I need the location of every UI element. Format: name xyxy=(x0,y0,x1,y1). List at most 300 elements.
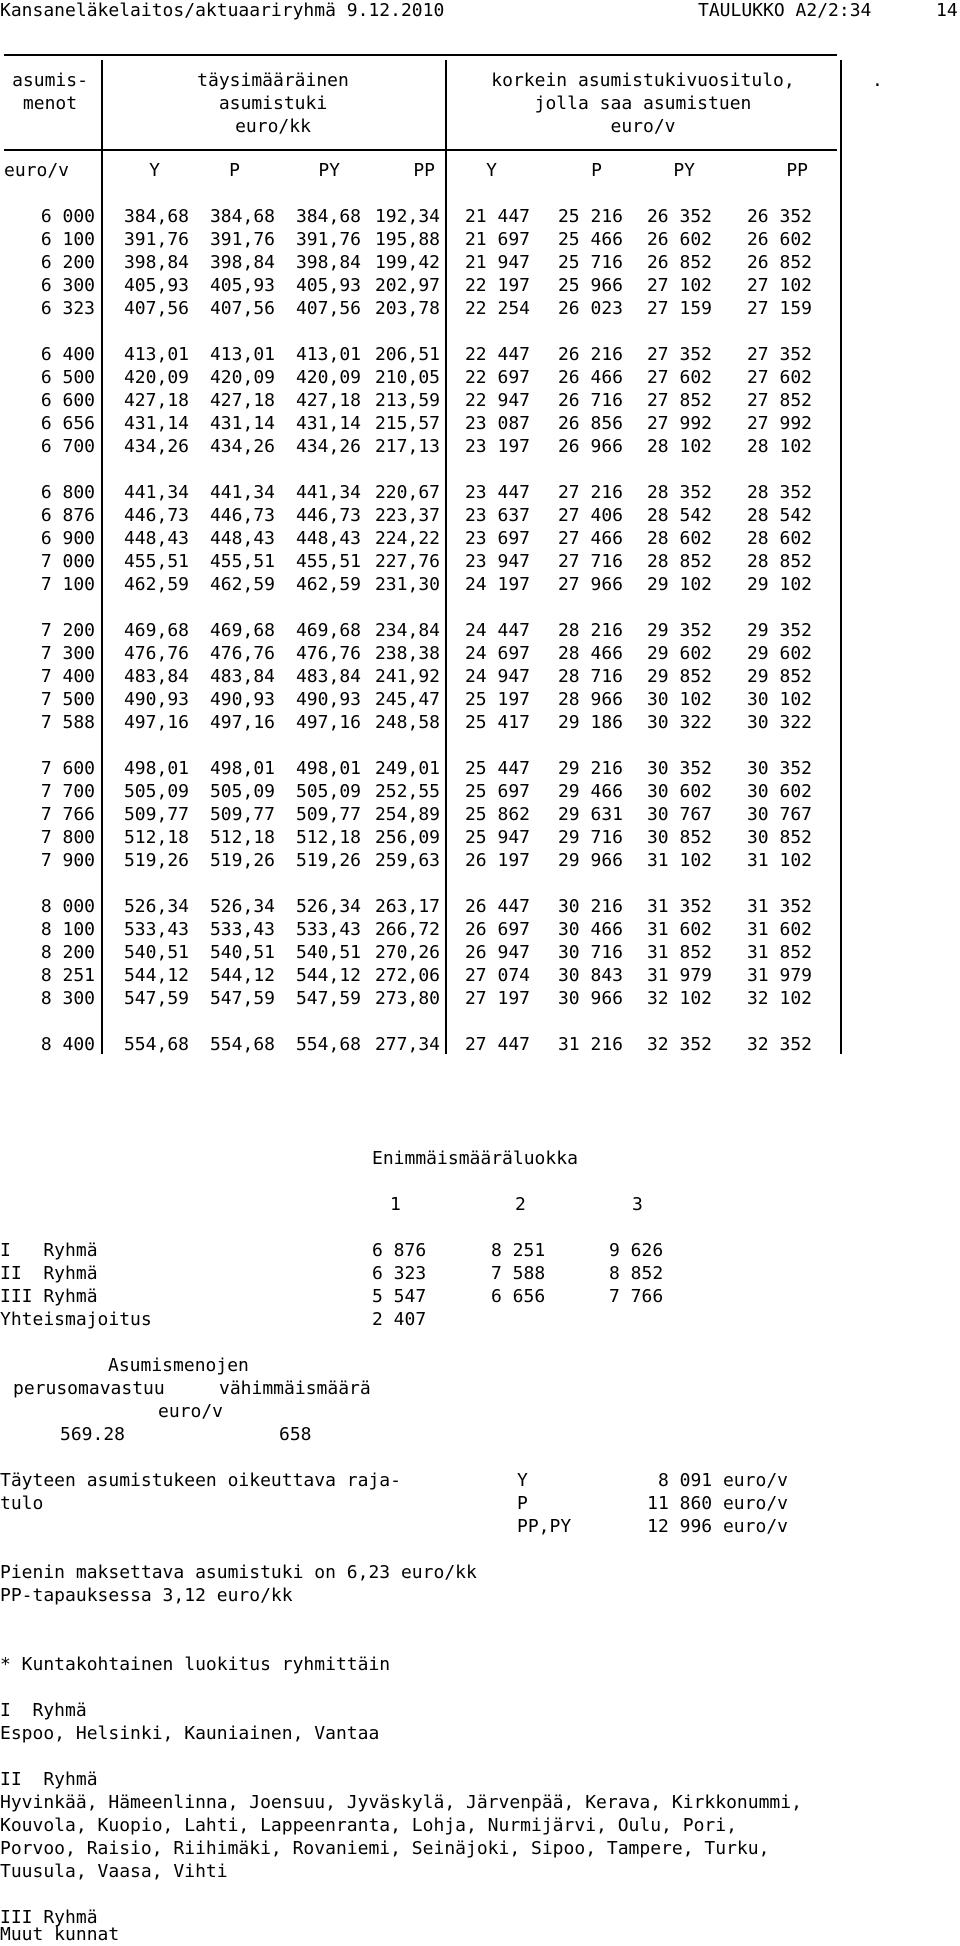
classification-title: * Kuntakohtainen luokitus ryhmittäin xyxy=(0,1654,391,1675)
table-cell: 533,43 xyxy=(209,919,275,940)
max-class-value: 6 876 xyxy=(372,1240,427,1261)
table-cell: 254,89 xyxy=(374,804,440,825)
table-cell: 25 417 xyxy=(464,712,530,733)
table-cell: 31 602 xyxy=(746,919,812,940)
row-housing-cost: 6 600 xyxy=(40,390,95,411)
table-cell: 259,63 xyxy=(374,850,440,871)
row-housing-cost: 7 800 xyxy=(40,827,95,848)
table-cell: 30 466 xyxy=(557,919,623,940)
income-limits-text-1: Täyteen asumistukeen oikeuttava raja- xyxy=(0,1470,401,1491)
table-cell: 441,34 xyxy=(209,482,275,503)
table-cell: 30 216 xyxy=(557,896,623,917)
table-cell: 28 466 xyxy=(557,643,623,664)
table-cell: 234,84 xyxy=(374,620,440,641)
group2-header-line2: jolla saa asumistuen xyxy=(534,93,752,114)
table-cell: 31 352 xyxy=(746,896,812,917)
table-cell: 455,51 xyxy=(123,551,189,572)
table-cell: 27 992 xyxy=(646,413,712,434)
row-housing-cost: 7 700 xyxy=(40,781,95,802)
table-cell: 519,26 xyxy=(209,850,275,871)
table-cell: 248,58 xyxy=(374,712,440,733)
subheader-y: Y xyxy=(149,160,160,181)
max-class-value: 6 656 xyxy=(491,1286,546,1307)
table-cell: 220,67 xyxy=(374,482,440,503)
row-housing-cost: 8 100 xyxy=(40,919,95,940)
income-limit-value: 12 996 euro/v xyxy=(647,1516,788,1537)
row-housing-cost: 6 900 xyxy=(40,528,95,549)
table-cell: 245,47 xyxy=(374,689,440,710)
row-housing-cost: 6 656 xyxy=(40,413,95,434)
table-cell: 29 852 xyxy=(746,666,812,687)
table-cell: 398,84 xyxy=(123,252,189,273)
table-cell: 497,16 xyxy=(123,712,189,733)
subheader-pp: PP xyxy=(786,160,808,181)
table-cell: 30 767 xyxy=(746,804,812,825)
table-cell: 30 966 xyxy=(557,988,623,1009)
table-cell: 29 716 xyxy=(557,827,623,848)
table-cell: 26 216 xyxy=(557,344,623,365)
table-top-rule xyxy=(4,54,837,56)
table-cell: 490,93 xyxy=(209,689,275,710)
table-cell: 24 697 xyxy=(464,643,530,664)
table-cell: 26 602 xyxy=(646,229,712,250)
table-cell: 27 102 xyxy=(646,275,712,296)
table-cell: 540,51 xyxy=(123,942,189,963)
table-cell: 29 216 xyxy=(557,758,623,779)
group-label: II Ryhmä xyxy=(0,1769,98,1790)
group-line: Tuusula, Vaasa, Vihti xyxy=(0,1861,228,1882)
table-cell: 29 602 xyxy=(746,643,812,664)
deductible-unit: euro/v xyxy=(158,1401,224,1422)
max-class-value: 8 251 xyxy=(491,1240,546,1261)
table-cell: 554,68 xyxy=(295,1034,361,1055)
table-cell: 28 352 xyxy=(646,482,712,503)
table-cell: 26 447 xyxy=(464,896,530,917)
min-benefit-line-2: PP-tapauksessa 3,12 euro/kk xyxy=(0,1585,293,1606)
table-cell: 31 216 xyxy=(557,1034,623,1055)
unit-label: euro/v xyxy=(4,160,70,181)
table-cell: 32 102 xyxy=(646,988,712,1009)
table-cell: 30 102 xyxy=(746,689,812,710)
income-limits-text-2: tulo xyxy=(0,1493,44,1514)
table-cell: 28 542 xyxy=(746,505,812,526)
table-cell: 407,56 xyxy=(295,298,361,319)
group-label: III Ryhmä xyxy=(0,1907,98,1928)
row-housing-cost: 7 500 xyxy=(40,689,95,710)
row-housing-cost: 7 588 xyxy=(40,712,95,733)
table-cell: 498,01 xyxy=(123,758,189,779)
income-limit-label: PP,PY xyxy=(517,1516,572,1537)
table-cell: 23 447 xyxy=(464,482,530,503)
table-cell: 405,93 xyxy=(295,275,361,296)
table-cell: 434,26 xyxy=(295,436,361,457)
table-cell: 455,51 xyxy=(295,551,361,572)
table-cell: 533,43 xyxy=(295,919,361,940)
table-cell: 28 216 xyxy=(557,620,623,641)
table-cell: 427,18 xyxy=(295,390,361,411)
table-cell: 224,22 xyxy=(374,528,440,549)
table-cell: 384,68 xyxy=(209,206,275,227)
table-cell: 405,93 xyxy=(123,275,189,296)
row-housing-cost: 7 400 xyxy=(40,666,95,687)
table-cell: 27 852 xyxy=(746,390,812,411)
table-cell: 24 447 xyxy=(464,620,530,641)
income-limit-value: 8 091 euro/v xyxy=(657,1470,788,1491)
row-housing-cost: 6 000 xyxy=(40,206,95,227)
table-cell: 26 466 xyxy=(557,367,623,388)
table-cell: 384,68 xyxy=(295,206,361,227)
table-cell: 413,01 xyxy=(295,344,361,365)
max-class-value: 5 547 xyxy=(372,1286,427,1307)
table-cell: 27 352 xyxy=(646,344,712,365)
row-housing-cost: 6 876 xyxy=(40,505,95,526)
table-cell: 490,93 xyxy=(123,689,189,710)
table-cell: 469,68 xyxy=(209,620,275,641)
group-line: Muut kunnat xyxy=(0,1924,120,1945)
row-housing-cost: 7 766 xyxy=(40,804,95,825)
table-cell: 413,01 xyxy=(209,344,275,365)
table-cell: 252,55 xyxy=(374,781,440,802)
table-cell: 199,42 xyxy=(374,252,440,273)
table-cell: 227,76 xyxy=(374,551,440,572)
table-cell: 27 074 xyxy=(464,965,530,986)
table-cell: 249,01 xyxy=(374,758,440,779)
table-cell: 30 852 xyxy=(646,827,712,848)
row-housing-cost: 8 000 xyxy=(40,896,95,917)
table-cell: 544,12 xyxy=(123,965,189,986)
table-cell: 498,01 xyxy=(295,758,361,779)
table-cell: 31 102 xyxy=(746,850,812,871)
table-cell: 434,26 xyxy=(123,436,189,457)
col1-header-line2: menot xyxy=(22,93,78,114)
table-cell: 192,34 xyxy=(374,206,440,227)
table-cell: 25 966 xyxy=(557,275,623,296)
table-cell: 547,59 xyxy=(295,988,361,1009)
subheader-py: PY xyxy=(673,160,695,181)
table-cell: 28 102 xyxy=(646,436,712,457)
table-cell: 25 716 xyxy=(557,252,623,273)
table-cell: 21 447 xyxy=(464,206,530,227)
table-cell: 26 023 xyxy=(557,298,623,319)
row-housing-cost: 8 200 xyxy=(40,942,95,963)
table-cell: 21 697 xyxy=(464,229,530,250)
table-cell: 31 102 xyxy=(646,850,712,871)
table-cell: 431,14 xyxy=(295,413,361,434)
table-cell: 32 352 xyxy=(646,1034,712,1055)
table-cell: 455,51 xyxy=(209,551,275,572)
deductible-heading: Asumismenojen xyxy=(108,1355,249,1376)
row-housing-cost: 7 600 xyxy=(40,758,95,779)
table-cell: 512,18 xyxy=(295,827,361,848)
table-cell: 32 102 xyxy=(746,988,812,1009)
table-cell: 29 102 xyxy=(746,574,812,595)
table-cell: 526,34 xyxy=(123,896,189,917)
table-cell: 273,80 xyxy=(374,988,440,1009)
table-cell: 497,16 xyxy=(209,712,275,733)
table-cell: 31 852 xyxy=(746,942,812,963)
table-cell: 30 767 xyxy=(646,804,712,825)
table-cell: 238,38 xyxy=(374,643,440,664)
table-cell: 407,56 xyxy=(123,298,189,319)
table-cell: 29 852 xyxy=(646,666,712,687)
row-housing-cost: 6 323 xyxy=(40,298,95,319)
table-cell: 263,17 xyxy=(374,896,440,917)
table-cell: 446,73 xyxy=(295,505,361,526)
table-cell: 30 716 xyxy=(557,942,623,963)
table-cell: 28 352 xyxy=(746,482,812,503)
table-cell: 469,68 xyxy=(123,620,189,641)
group1-header-line3: euro/kk xyxy=(235,116,311,137)
table-cell: 497,16 xyxy=(295,712,361,733)
group-label: I Ryhmä xyxy=(0,1700,87,1721)
table-cell: 29 186 xyxy=(557,712,623,733)
table-cell: 27 159 xyxy=(746,298,812,319)
table-cell: 476,76 xyxy=(209,643,275,664)
table-cell: 441,34 xyxy=(295,482,361,503)
table-cell: 30 602 xyxy=(646,781,712,802)
table-cell: 195,88 xyxy=(374,229,440,250)
group-line: Porvoo, Raisio, Riihimäki, Rovaniemi, Seinäjoki, Sipoo, Tampere, Turku, xyxy=(0,1838,770,1859)
table-cell: 398,84 xyxy=(209,252,275,273)
max-class-value: 8 852 xyxy=(609,1263,664,1284)
table-cell: 25 447 xyxy=(464,758,530,779)
row-housing-cost: 7 300 xyxy=(40,643,95,664)
table-cell: 30 852 xyxy=(746,827,812,848)
table-cell: 215,57 xyxy=(374,413,440,434)
table-cell: 272,06 xyxy=(374,965,440,986)
table-cell: 498,01 xyxy=(209,758,275,779)
table-cell: 27 602 xyxy=(646,367,712,388)
table-cell: 25 466 xyxy=(557,229,623,250)
table-cell: 23 697 xyxy=(464,528,530,549)
table-cell: 509,77 xyxy=(295,804,361,825)
max-class-2: 2 xyxy=(515,1194,526,1215)
max-class-row-label: Yhteismajoitus xyxy=(0,1309,152,1330)
table-cell: 22 447 xyxy=(464,344,530,365)
table-cell: 420,09 xyxy=(123,367,189,388)
table-cell: 27 447 xyxy=(464,1034,530,1055)
group2-header-line1: korkein asumistukivuositulo, xyxy=(491,70,795,91)
deductible-col2-label: vähimmäismäärä xyxy=(219,1378,371,1399)
table-cell: 384,68 xyxy=(123,206,189,227)
table-cell: 427,18 xyxy=(209,390,275,411)
subheader-py: PY xyxy=(318,160,340,181)
table-cell: 27 602 xyxy=(746,367,812,388)
max-class-value: 6 323 xyxy=(372,1263,427,1284)
table-cell: 483,84 xyxy=(209,666,275,687)
table-cell: 31 602 xyxy=(646,919,712,940)
row-housing-cost: 7 100 xyxy=(40,574,95,595)
table-cell: 30 843 xyxy=(557,965,623,986)
table-cell: 519,26 xyxy=(123,850,189,871)
table-cell: 462,59 xyxy=(209,574,275,595)
table-cell: 27 466 xyxy=(557,528,623,549)
deductible-col1-label: perusomavastuu xyxy=(13,1378,165,1399)
table-cell: 23 087 xyxy=(464,413,530,434)
table-cell: 24 947 xyxy=(464,666,530,687)
table-cell: 30 352 xyxy=(646,758,712,779)
table-cell: 23 947 xyxy=(464,551,530,572)
table-cell: 203,78 xyxy=(374,298,440,319)
row-housing-cost: 7 000 xyxy=(40,551,95,572)
group1-header-line2: asumistuki xyxy=(218,93,328,114)
max-class-value: 7 766 xyxy=(609,1286,664,1307)
table-cell: 22 197 xyxy=(464,275,530,296)
table-cell: 30 352 xyxy=(746,758,812,779)
table-cell: 27 406 xyxy=(557,505,623,526)
table-cell: 509,77 xyxy=(209,804,275,825)
table-cell: 398,84 xyxy=(295,252,361,273)
max-class-row-label: I Ryhmä xyxy=(0,1240,98,1261)
table-cell: 31 979 xyxy=(646,965,712,986)
group2-header-line3: euro/v xyxy=(610,116,676,137)
table-cell: 462,59 xyxy=(123,574,189,595)
group-line: Kouvola, Kuopio, Lahti, Lappeenranta, Lohja, Nurmijärvi, Oulu, Pori, xyxy=(0,1815,737,1836)
table-cell: 29 352 xyxy=(746,620,812,641)
header-table-id: TAULUKKO A2/2:34 xyxy=(698,0,872,21)
table-cell: 544,12 xyxy=(295,965,361,986)
max-class-row-label: III Ryhmä xyxy=(0,1286,98,1307)
table-cell: 554,68 xyxy=(209,1034,275,1055)
table-cell: 26 852 xyxy=(646,252,712,273)
table-cell: 26 716 xyxy=(557,390,623,411)
table-cell: 547,59 xyxy=(209,988,275,1009)
table-cell: 241,92 xyxy=(374,666,440,687)
deductible-value-2: 658 xyxy=(279,1424,312,1445)
table-cell: 27 716 xyxy=(557,551,623,572)
table-cell: 29 602 xyxy=(646,643,712,664)
table-cell: 30 602 xyxy=(746,781,812,802)
table-cell: 24 197 xyxy=(464,574,530,595)
table-cell: 476,76 xyxy=(123,643,189,664)
table-cell: 505,09 xyxy=(209,781,275,802)
table-cell: 533,43 xyxy=(123,919,189,940)
max-class-title: Enimmäismääräluokka xyxy=(372,1148,578,1169)
table-cell: 31 979 xyxy=(746,965,812,986)
table-cell: 30 322 xyxy=(746,712,812,733)
table-cell: 28 102 xyxy=(746,436,812,457)
table-cell: 28 852 xyxy=(646,551,712,572)
table-cell: 32 352 xyxy=(746,1034,812,1055)
row-housing-cost: 6 700 xyxy=(40,436,95,457)
table-cell: 512,18 xyxy=(123,827,189,848)
max-class-3: 3 xyxy=(632,1194,643,1215)
table-cell: 27 852 xyxy=(646,390,712,411)
table-cell: 25 947 xyxy=(464,827,530,848)
row-housing-cost: 6 300 xyxy=(40,275,95,296)
table-cell: 21 947 xyxy=(464,252,530,273)
table-cell: 391,76 xyxy=(209,229,275,250)
table-cell: 26 352 xyxy=(746,206,812,227)
table-cell: 23 637 xyxy=(464,505,530,526)
table-cell: 26 856 xyxy=(557,413,623,434)
deductible-value-1: 569.28 xyxy=(60,1424,126,1445)
table-cell: 223,37 xyxy=(374,505,440,526)
table-cell: 547,59 xyxy=(123,988,189,1009)
table-cell: 29 966 xyxy=(557,850,623,871)
group-line: Espoo, Helsinki, Kauniainen, Vantaa xyxy=(0,1723,380,1744)
table-cell: 23 197 xyxy=(464,436,530,457)
table-cell: 420,09 xyxy=(295,367,361,388)
subheader-p: P xyxy=(591,160,602,181)
table-cell: 217,13 xyxy=(374,436,440,457)
subheader-y: Y xyxy=(486,160,497,181)
table-cell: 554,68 xyxy=(123,1034,189,1055)
table-cell: 509,77 xyxy=(123,804,189,825)
table-cell: 25 862 xyxy=(464,804,530,825)
table-cell: 431,14 xyxy=(209,413,275,434)
subheader-pp: PP xyxy=(413,160,435,181)
table-cell: 213,59 xyxy=(374,390,440,411)
table-cell: 441,34 xyxy=(123,482,189,503)
table-cell: 29 102 xyxy=(646,574,712,595)
table-cell: 26 947 xyxy=(464,942,530,963)
table-cell: 25 197 xyxy=(464,689,530,710)
table-cell: 27 966 xyxy=(557,574,623,595)
max-class-row-label: II Ryhmä xyxy=(0,1263,98,1284)
table-cell: 469,68 xyxy=(295,620,361,641)
table-cell: 28 966 xyxy=(557,689,623,710)
table-cell: 448,43 xyxy=(295,528,361,549)
table-header-rule xyxy=(4,149,837,151)
table-cell: 28 716 xyxy=(557,666,623,687)
table-cell: 505,09 xyxy=(295,781,361,802)
table-cell: 29 352 xyxy=(646,620,712,641)
table-cell: 505,09 xyxy=(123,781,189,802)
table-cell: 26 197 xyxy=(464,850,530,871)
table-cell: 28 852 xyxy=(746,551,812,572)
row-housing-cost: 7 200 xyxy=(40,620,95,641)
table-cell: 526,34 xyxy=(295,896,361,917)
table-cell: 31 852 xyxy=(646,942,712,963)
table-cell: 413,01 xyxy=(123,344,189,365)
max-class-value: 7 588 xyxy=(491,1263,546,1284)
table-cell: 483,84 xyxy=(123,666,189,687)
table-cell: 231,30 xyxy=(374,574,440,595)
table-cell: 202,97 xyxy=(374,275,440,296)
table-cell: 277,34 xyxy=(374,1034,440,1055)
table-cell: 26 852 xyxy=(746,252,812,273)
income-limit-value: 11 860 euro/v xyxy=(647,1493,788,1514)
header-organization: Kansaneläkelaitos/aktuaariryhmä 9.12.2010 xyxy=(0,0,445,21)
table-cell: 31 352 xyxy=(646,896,712,917)
table-cell: 266,72 xyxy=(374,919,440,940)
table-cell: 420,09 xyxy=(209,367,275,388)
table-cell: 26 966 xyxy=(557,436,623,457)
row-housing-cost: 7 900 xyxy=(40,850,95,871)
table-cell: 427,18 xyxy=(123,390,189,411)
table-cell: 27 159 xyxy=(646,298,712,319)
table-cell: 431,14 xyxy=(123,413,189,434)
table-cell: 26 602 xyxy=(746,229,812,250)
table-cell: 30 102 xyxy=(646,689,712,710)
table-cell: 391,76 xyxy=(295,229,361,250)
max-class-1: 1 xyxy=(390,1194,401,1215)
header-page-number: 14 xyxy=(936,0,958,21)
row-housing-cost: 8 400 xyxy=(40,1034,95,1055)
subheader-p: P xyxy=(229,160,240,181)
table-cell: 544,12 xyxy=(209,965,275,986)
row-housing-cost: 8 300 xyxy=(40,988,95,1009)
table-cell: 446,73 xyxy=(123,505,189,526)
table-cell: 256,09 xyxy=(374,827,440,848)
table-cell: 448,43 xyxy=(123,528,189,549)
table-cell: 29 466 xyxy=(557,781,623,802)
table-cell: 540,51 xyxy=(209,942,275,963)
row-housing-cost: 6 800 xyxy=(40,482,95,503)
table-cell: 28 602 xyxy=(646,528,712,549)
table-cell: 407,56 xyxy=(209,298,275,319)
